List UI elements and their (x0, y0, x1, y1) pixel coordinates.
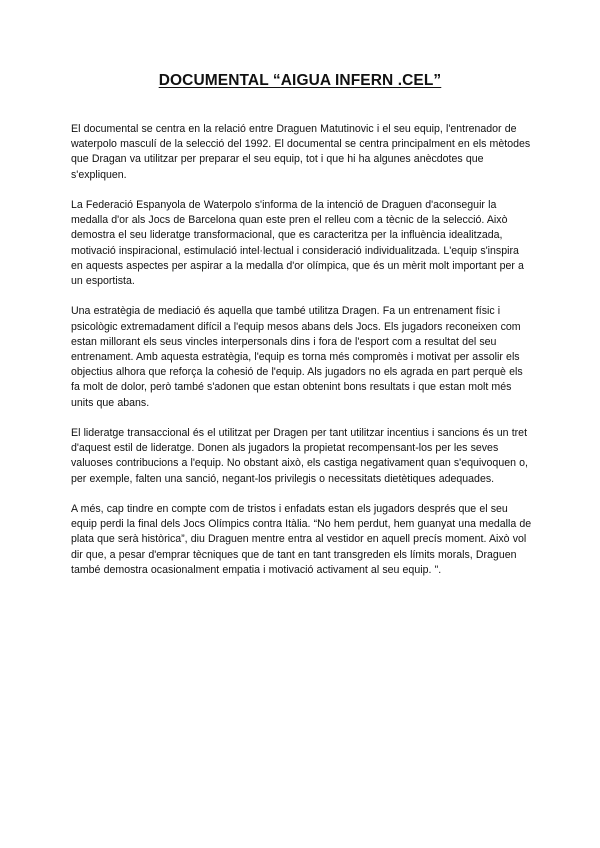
paragraph-transformational-leadership: La Federació Espanyola de Waterpolo s'informa de la intenció de Draguen d'aconseguir la medalla d'or als Jocs de Barcelona quan este pren el relleu com a tècnic de la selecció. Això demostra el seu lideratge transformacional, que es caracteritza per la influència idealitzada, motivació inspiracional, estimulació intel·lectual i consideració individualitzada. L'equip s'inspira en aquests aspectes per aspirar a la medalla d'or olímpica, que és un mèrit molt important per a un esportista. (71, 199, 524, 288)
document-title: DOCUMENTAL “AIGUA INFERN .CEL” (158, 72, 442, 89)
document-body (71, 122, 533, 593)
paragraph-mediation-strategy: Una estratègia de mediació és aquella que també utilitza Dragen. Fa un entrenament físic i psicològic extremadament difícil a l'equip mesos abans dels Jocs. Els jugadors reconeixen com estan millorant els seus vincles interpersonals dins i fora de l'esport com a resultat del seu entrenament. Amb aquesta estratègia, l'equip es torna més compromès i motivat per assolir els objectius alhora que reforça la cohesió de l'equip. Als jugadors no els agrada en part perquè els fa molt de dolor, però també s'adonen que estan obtenint bons resultats i que estan molt més units que abans. (71, 305, 523, 409)
paragraph-transactional-leadership: El lideratge transaccional és el utilitzat per Dragen per tant utilitzar incentius i sancions és un tret d'aquest estil de lideratge. Donen als jugadors la propietat recompensant-los per les seves valuoses contribucions a l'equip. No obstant això, els castiga negativament quan s'equivoquen o, per exemple, falten una sanció, negant-los privilegis o necessitats dietètiques adequades. (71, 427, 528, 485)
paragraph-intro: El documental se centra en la relació entre Draguen Matutinovic i el seu equip, l'entrenador de waterpolo masculí de la selecció del 1992. El documental se centra principalment en els mètodes que Dragan va utilitzar per preparar el seu equip, tot i que hi ha algunes anècdotes que s'expliquen. (71, 123, 531, 181)
paragraph-final-empathy: A més, cap tindre en compte com de tristos i enfadats estan els jugadors després que el seu equip perdi la final dels Jocs Olímpics contra Itàlia. “No hem perdut, hem guanyat una medalla de plata que serà històrica”, diu Draguen mentre entra al vestidor en aquell precís moment. Això vol dir que, a pesar d'emprar tècniques que de tant en tant transgreden els límits morals, Draguen també demostra ocasionalment empatia i motivació activament al seu equip. ". (71, 503, 532, 576)
